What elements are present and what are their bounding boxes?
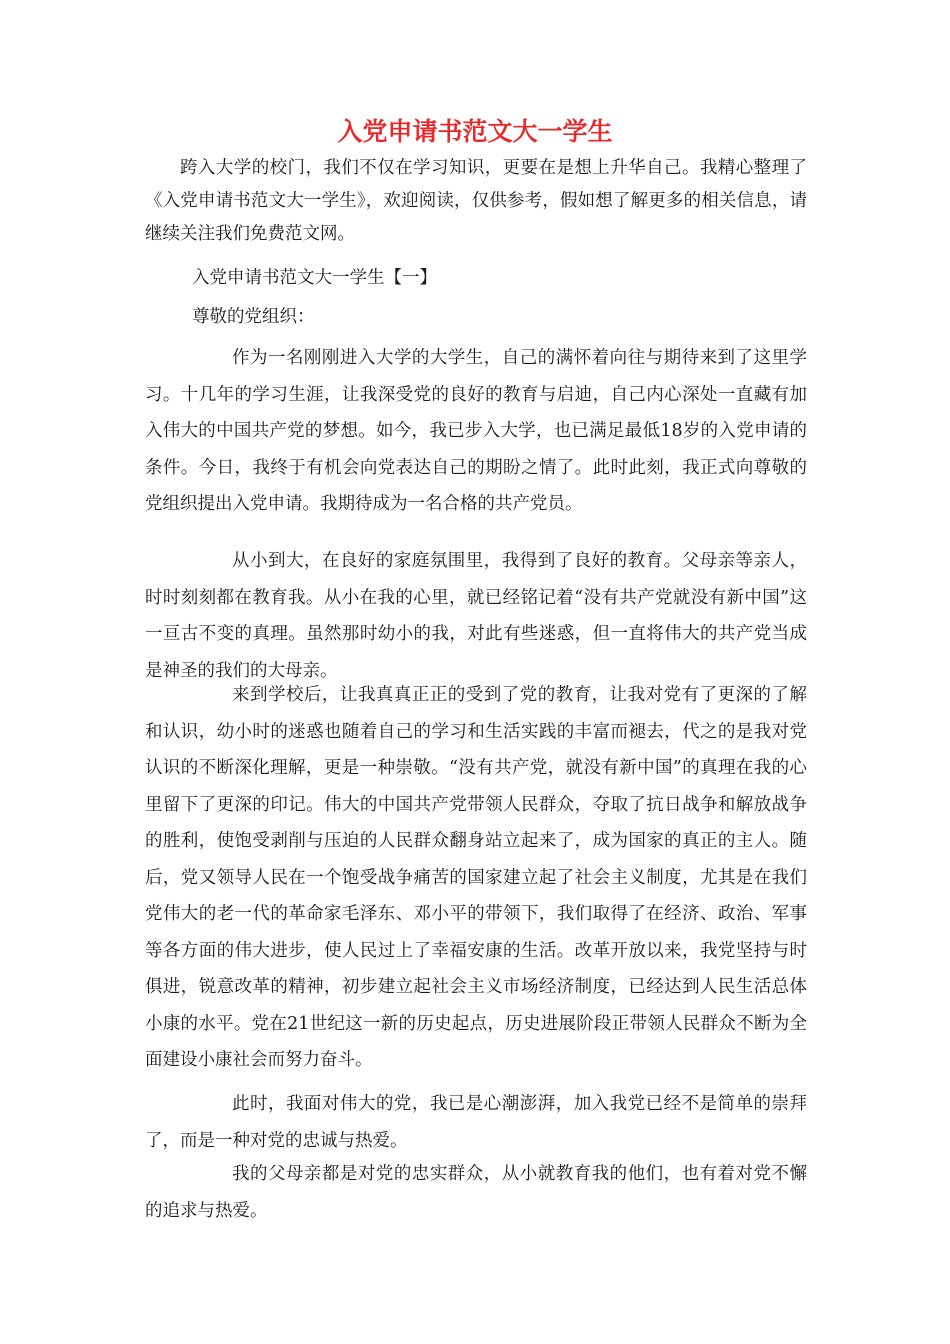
- body-paragraph: 此时，我面对伟大的党，我已是心潮澎湃，加入我党已经不是简单的崇拜了，而是一种对党的忠诚与热爱。: [145, 1094, 807, 1151]
- body-paragraph: 我的父母亲都是对党的忠实群众，从小就教育我的他们，也有着对党不懈的追求与热爱。: [145, 1164, 807, 1221]
- document-title: 入党申请书范文大一学生: [337, 117, 613, 146]
- intro-paragraph: 跨入大学的校门，我们不仅在学习知识，更要在是想上升华自己。我精心整理了《入党申请书范文大一学生》，欢迎阅读，仅供参考，假如想了解更多的相关信息，请继续关注我们免费范文网。: [145, 158, 807, 244]
- section-heading: 入党申请书范文大一学生【一】: [192, 268, 437, 288]
- body-paragraph: 从小到大，在良好的家庭氛围里，我得到了良好的教育。父母亲等亲人，时时刻刻都在教育我。从小在我的心里，就已经铭记着“没有共产党就没有新中国”这一亘古不变的真理。虽然那时幼小的我，对此有些迷惑，但一直将伟大的共产党当成是神圣的我们的大母亲。: [145, 551, 807, 681]
- body-paragraph: 来到学校后，让我真真正正的受到了党的教育，让我对党有了更深的了解和认识，幼小时的迷惑也随着自己的学习和生活实践的丰富而褪去，代之的是我对党认识的不断深化理解，更是一种崇敬。“没有共产党，就没有新中国”的真理在我的心里留下了更深的印记。伟大的中国共产党带领人民群众，夺取了抗日战争和解放战争的胜利，使饱受剥削与压迫的人民群众翻身站立起来了，成为国家的真正的主人。随后，党又领导人民在一个饱受战争痛苦的国家建立起了社会主义制度，尤其是在我们党伟大的老一代的革命家毛泽东、邓小平的带领下，我们取得了在经济、政治、军事等各方面的伟大进步，使人民过上了幸福安康的生活。改革开放以来，我党坚持与时俱进，锐意改革的精神，初步建立起社会主义市场经济制度，已经达到人民生活总体小康的水平。党在21世纪这一新的历史起点，历史进展阶段正带领人民群众不断为全面建设小康社会而努力奋斗。: [145, 685, 807, 1070]
- body-paragraph: 作为一名刚刚进入大学的大学生，自己的满怀着向往与期待来到了这里学习。十几年的学习生涯，让我深受党的良好的教育与启迪，自己内心深处一直藏有加入伟大的中国共产党的梦想。如今，我已步入大学，也已满足最低18岁的入党申请的条件。今日，我终于有机会向党表达自己的期盼之情了。此时此刻，我正式向尊敬的党组织提出入党申请。我期待成为一名合格的共产党员。: [145, 348, 807, 514]
- salutation: 尊敬的党组织：: [192, 307, 315, 327]
